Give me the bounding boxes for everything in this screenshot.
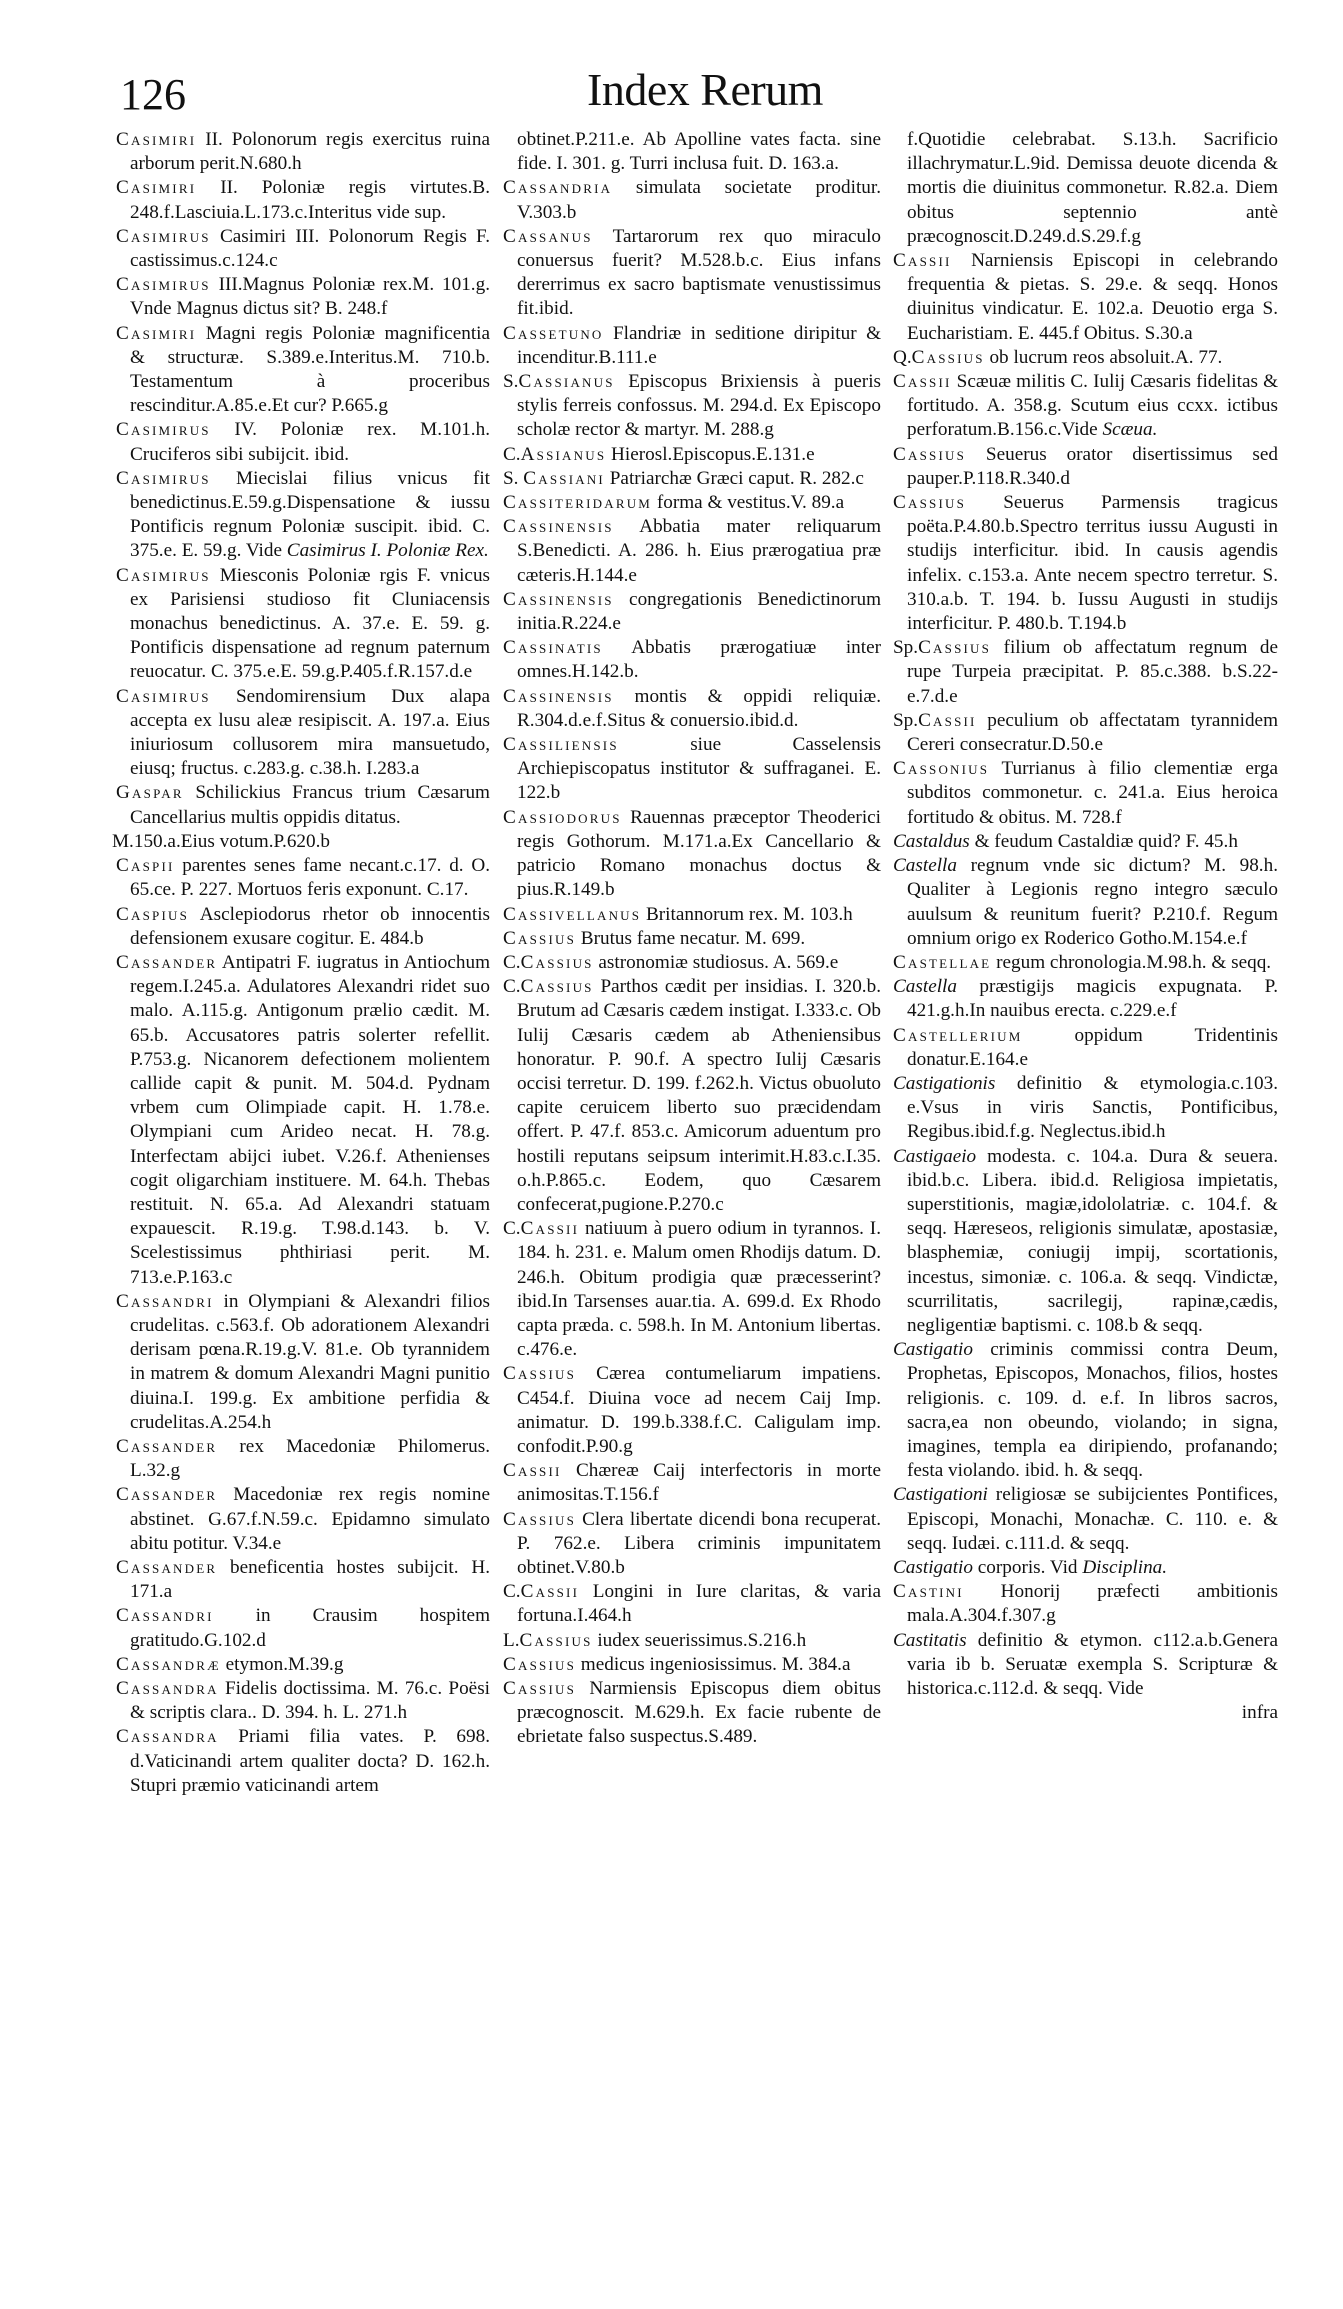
index-entry — [503, 515, 881, 588]
entry-text: regnum vnde sic dictum? M. 98.h. Qualiter à Legionis regno integro sæculo auulsum & reunitum fuerit? P.210.f. Regum omnium origo ex Roderico Gotho.M.154.e.f — [907, 855, 1278, 949]
entry-heading: Caspii — [116, 855, 175, 877]
entry-text: IV. Poloniæ rex. M.101.h. Cruciferos sibi subijcit. ibid. — [130, 419, 490, 465]
index-entry — [503, 975, 881, 1217]
page-number: 126 — [120, 70, 186, 119]
index-entry — [116, 1483, 490, 1556]
entry-heading: Cassinensis — [503, 588, 614, 610]
index-entry — [893, 854, 1278, 951]
index-entry — [893, 1580, 1278, 1628]
entry-text: religiosæ se subijcientes Pontifices, Episcopi, Monachi, Monachæ. C. 110. e. & seqq. Iudæi. c.111.d. & seqq. — [907, 1484, 1278, 1554]
index-entry — [116, 1290, 490, 1435]
index-entry — [893, 1629, 1278, 1702]
entry-heading: Casimiri — [116, 322, 197, 344]
entry-text: beneficentia hostes subijcit. H. 171.a — [130, 1556, 490, 1603]
entry-text: montis & oppidi reliquiæ. R.304.d.e.f.Situs & conuersio.ibid.d. — [517, 685, 881, 731]
entry-text: etymon.M.39.g — [220, 1653, 344, 1675]
index-entry — [503, 370, 881, 443]
entry-text: Clera libertate dicendi bona recuperat. P. 762.e. Libera criminis impunitatem obtinet.V.80.b — [517, 1508, 881, 1578]
index-entry — [893, 443, 1278, 491]
entry-prefix: S. — [503, 467, 524, 489]
index-entry — [893, 491, 1278, 636]
entry-heading: Cassius — [503, 1678, 576, 1699]
index-entry — [116, 225, 490, 273]
index-entry — [893, 249, 1278, 346]
index-entry — [503, 1459, 881, 1507]
entry-heading: Cassii — [520, 1218, 580, 1240]
entry-text: Tartarorum rex quo miraculo conuersus fuerit? M.528.b.c. Eius infans dererrimus ex sacro baptismate venustissimus fit.ibid. — [517, 225, 881, 320]
entry-heading: Castini — [893, 1581, 964, 1603]
entry-text: Britannorum rex. M. 103.h — [641, 903, 853, 925]
entry-text: Miecislai filius vnicus fit benedictinus.E.59.g.Dispensatione & iussu Pontificis regnum Poloniæ suscipit. ibid. C. 375.e. E. 59.g. Vide — [130, 467, 490, 562]
entry-text: Seuerus orator disertissimus sed pauper.P.118.R.340.d — [907, 443, 1278, 489]
entry-heading: Cassinensis — [503, 516, 614, 538]
entry-text: regum chronologia.M.98.h. & seqq. — [991, 951, 1272, 973]
entry-text: astronomiæ studiosus. A. 569.e — [593, 951, 839, 973]
entry-cross-reference: Casimirus I. Poloniæ Rex. — [286, 540, 489, 562]
entry-text: f.Quotidie celebrabat. S.13.h. Sacrificio illachrymatur.L.9id. Demissa deuote dicenda & mortis die diuinitus commonetur. R.82.a. Diem obitus septennio antè præcognoscit.D.249.d.S.29.f.g — [907, 129, 1278, 247]
index-entry — [503, 491, 881, 515]
entry-heading: Cassandra — [116, 1678, 219, 1699]
entry-heading: Castigatio — [893, 1556, 973, 1578]
entry-heading: Cassius — [503, 1653, 576, 1675]
entry-heading: Cassander — [116, 1435, 218, 1457]
index-entry — [893, 951, 1278, 975]
entry-heading: Cassiani — [523, 467, 605, 489]
entry-heading: Cassandria — [503, 177, 613, 199]
entry-heading: Cassii — [893, 371, 952, 393]
index-entry — [112, 830, 490, 854]
entry-text: Sendomirensium Dux alapa accepta ex lusu aleæ resipiscit. A. 197.a. Eius iniuriosum collusorem mira mansuetudo, eiusq; fructus. c.283.g. c.38.h. I.283.a — [130, 685, 490, 780]
entry-text: Flandriæ in seditione diripitur & incenditur.B.111.e — [517, 322, 881, 368]
entry-text: & feudum Castaldiæ quid? F. 45.h — [969, 830, 1238, 852]
index-entry — [503, 685, 881, 733]
entry-cross-reference: Disciplina. — [1082, 1556, 1168, 1578]
entry-text: Hierosl.Episcopus.E.131.e — [606, 443, 815, 465]
entry-text: Brutus fame necatur. M. 699. — [576, 927, 806, 949]
index-entry — [116, 128, 490, 176]
entry-heading: Cassii — [918, 709, 977, 731]
entry-text: Parthos cædit per insidias. I. 320.b. Brutum ad Cæsaris cædem instigat. I.333.c. Ob Iulij Cæsaris cædem ab Atheniensibus honoratur. P. 90.f. A spectro Iulij Cæsaris occisi terretur. D. 199. f.262.h. Victus obuoluto capite ceruicem liberto suo præcidendam offert. P. 47.f. 853.c. Amicorum aduentum pro hostili reputans seipsum interimit.H.83.c.I.35. o.h.P.865.c. Eodem, quo Cæsarem confecerat,pugione.P.270.c — [517, 976, 881, 1215]
entry-heading: Cassius — [520, 976, 594, 998]
entry-heading: Cassius — [911, 346, 985, 368]
index-column-middle — [503, 128, 881, 1750]
index-entry — [503, 1629, 881, 1653]
entry-text: Narniensis Episcopi in celebrando frequentia & pietas. S. 29.e. & seqq. Honos diuinitus vindicatur. E. 102.a. Deuotio erga S. Eucharistiam. E. 445.f Obitus. S.30.a — [907, 250, 1278, 344]
index-entry — [116, 176, 490, 224]
entry-heading: Casimirus — [116, 274, 211, 296]
catchword: infra — [1241, 1702, 1278, 1724]
entry-prefix: Sp. — [893, 637, 919, 659]
index-entry — [893, 975, 1278, 1023]
entry-heading: Assianus — [520, 443, 607, 465]
index-entry — [893, 1338, 1278, 1483]
entry-heading: Casimirus — [116, 225, 211, 247]
entry-text: Miesconis Poloniæ rgis F. vnicus ex Parisiensi studioso fit Cluniacensis monachus benedictinus. A. 37.e. E. 59. g. Pontificis dispensatione ad regnum paternum reuocatur. C. 375.e.E. 59.g.P.405.f.R.157.d.e — [130, 564, 490, 683]
index-entry — [116, 1725, 490, 1798]
entry-text: Narmiensis Episcopus diem obitus præcognoscit. M.629.h. Ex facie rubente de ebrietate falso suspectus.S.489. — [517, 1678, 881, 1748]
entry-heading: Cassetuno — [503, 322, 604, 344]
entry-text: Patriarchæ Græci caput. R. 282.c — [604, 467, 864, 489]
index-entry — [893, 1145, 1278, 1339]
entry-prefix: S. — [503, 371, 519, 393]
entry-heading: Casimirus — [116, 685, 211, 707]
entry-text: Longini in Iure claritas, & varia fortuna.I.464.h — [517, 1581, 881, 1627]
index-entry — [503, 636, 881, 684]
entry-text: Magni regis Poloniæ magnificentia & structuræ. S.389.e.Interitus.M. 710.b. Testamentum à proceribus rescinditur.A.85.e.Et cur? P.665.g — [130, 322, 490, 417]
entry-heading: Castaldus — [893, 830, 970, 852]
index-entry — [116, 564, 490, 685]
entry-heading: Cassii — [503, 1460, 562, 1482]
index-entry — [503, 1508, 881, 1581]
index-entry — [503, 1217, 881, 1362]
index-entry — [503, 128, 881, 176]
index-entry — [503, 1653, 881, 1677]
entry-heading: Castigationi — [893, 1484, 988, 1506]
index-entry — [503, 588, 881, 636]
entry-heading: Castellae — [893, 951, 992, 973]
entry-text: ob lucrum reos absoluit.A. 77. — [984, 346, 1223, 368]
entry-text: obtinet.P.211.e. Ab Apolline vates facta. sine fide. I. 301. g. Turri inclusa fuit. D. 163.a. — [517, 129, 881, 175]
entry-text: corporis. Vid — [972, 1556, 1083, 1578]
index-entry — [116, 854, 490, 902]
entry-text: Seuerus Parmensis tragicus poëta.P.4.80.b.Spectro territus iussu Augusti in studijs interficitur. ibid. In causis agendis infelix. c.153.a. Ante necem spectro terretur. S. 310.a.b. T. 194. b. Iussu Augusti in studijs interficitur. P. 480.b. T.194.b — [907, 492, 1278, 635]
entry-text: M.150.a.Eius votum.P.620.b — [112, 830, 331, 852]
entry-heading: Cassander — [116, 1484, 218, 1506]
index-entry — [893, 128, 1278, 249]
entry-text: Asclepiodorus rhetor ob innocentis defensionem exusare cogitur. E. 484.b — [130, 903, 490, 949]
index-entry — [503, 927, 881, 951]
entry-text: simulata societate proditur. V.303.b — [517, 177, 881, 223]
index-entry — [893, 830, 1278, 854]
entry-text: congregationis Benedictinorum initia.R.224.e — [517, 588, 881, 635]
index-entry — [503, 1362, 881, 1459]
entry-heading: Cassius — [893, 443, 966, 465]
entry-heading: Cassianus — [518, 371, 615, 393]
entry-heading: Cassinatis — [503, 637, 603, 659]
index-entry — [503, 806, 881, 903]
entry-text: Macedoniæ rex regis nomine abstinet. G.67.f.N.59.c. Epidamno simulato abitu potitur. V.34.e — [130, 1484, 490, 1554]
entry-text: Episcopus Brixiensis à pueris stylis ferreis confossus. M. 294.d. Ex Episcopo scholæ rector & martyr. M. 288.g — [517, 371, 881, 441]
entry-heading: Cassandri — [116, 1605, 214, 1627]
index-entry — [503, 443, 881, 467]
entry-heading: Cassius — [503, 1508, 576, 1530]
entry-text: Cærea contumeliarum impatiens. C454.f. Diuina voce ad necem Caij Imp. animatur. D. 199.b.338.f.C. Caligulam imp. confodit.P.90.g — [517, 1363, 881, 1457]
entry-heading: Castella — [893, 976, 957, 998]
index-entry — [116, 1653, 490, 1677]
entry-text: natiuum à puero odium in tyrannos. I. 184. h. 231. e. Malum omen Rhodijs datum. D. 246.h. Obitum prodigia quæ præcesserint? ibid.In Tarsenses auar.tia. A. 699.d. Ex Rhodo capta præda. c. 598.h. In M. Antonium libertas. c.476.e. — [517, 1218, 881, 1361]
entry-prefix: C. — [503, 976, 521, 998]
entry-heading: Casimiri — [116, 129, 197, 150]
entry-heading: Cassivellanus — [503, 903, 642, 925]
index-entry — [503, 1580, 881, 1628]
index-entry — [503, 1677, 881, 1750]
entry-text: Schilickius Francus trium Cæsarum Cancellarius multis oppidis ditatus. — [130, 782, 490, 828]
entry-heading: Cassander — [116, 1556, 218, 1578]
entry-heading: Cassinensis — [503, 685, 614, 707]
entry-text: Rauennas præceptor Theoderici regis Gothorum. M.171.a.Ex Cancellario & patricio Romano monachus doctus & pius.R.149.b — [517, 806, 881, 901]
index-entry — [116, 685, 490, 782]
entry-heading: Castigaeio — [893, 1145, 977, 1167]
index-entry — [893, 1072, 1278, 1145]
entry-text: præstigijs magicis expugnata. P. 421.g.h.In nauibus erecta. c.229.e.f — [907, 976, 1278, 1022]
entry-prefix: Q. — [893, 346, 912, 368]
entry-heading: Cassius — [520, 951, 594, 973]
entry-heading: Cassandræ — [116, 1653, 221, 1675]
entry-text: rex Macedoniæ Philomerus. L.32.g — [130, 1435, 490, 1482]
entry-heading: Caspius — [116, 903, 189, 925]
index-entry — [893, 757, 1278, 830]
index-entry — [116, 322, 490, 419]
entry-heading: Casimirus — [116, 419, 211, 441]
index-entry — [893, 1024, 1278, 1072]
entry-text: definitio & etymon. c112.a.b.Genera varia ib b. Seruatæ exempla S. Scripturæ & historica.c.112.d. & seqq. Vide — [907, 1629, 1278, 1699]
index-entry — [116, 951, 490, 1290]
index-entry — [503, 733, 881, 806]
entry-cross-reference: Scæua. — [1102, 419, 1158, 441]
index-entry — [116, 273, 490, 321]
entry-text: iudex seuerissimus.S.216.h — [592, 1629, 807, 1651]
index-entry — [503, 903, 881, 927]
index-entry — [116, 467, 490, 564]
entry-prefix: C. — [503, 443, 521, 465]
entry-heading: Cassius — [519, 1629, 593, 1651]
entry-heading: Casimirus — [116, 467, 211, 489]
entry-text: filium ob affectatum regnum de rupe Turpeia præcipitat. P. 85.c.388. b.S.22-e.7.d.e — [907, 637, 1278, 707]
entry-heading: Castellerium — [893, 1024, 1023, 1046]
entry-text: oppidum Tridentinis donatur.E.164.e — [907, 1024, 1278, 1070]
entry-heading: Cassius — [918, 637, 992, 659]
entry-text: II. Poloniæ regis virtutes.B. 248.f.Lasciuia.L.173.c.Interitus vide sup. — [130, 177, 490, 223]
entry-text: modesta. c. 104.a. Dura & seuera. ibid.b.c. Libera. ibid.d. Religiosa impietatis, superstitionis, magiæ,idololatriæ. c. 104.f. & seqq. Hæreseos, religionis simulatæ, apostasiæ, blasphemiæ, coniugij impij, scortationis, incestus, simoniæ. c. 106.a. & seqq. Vindictæ, scurrilitatis, sacrilegij, rapinæ,cædis, negligentiæ baptismi. c. 108.b & seqq. — [907, 1145, 1278, 1336]
index-entry — [893, 1483, 1278, 1556]
entry-heading: Cassander — [116, 951, 218, 973]
entry-prefix: C. — [503, 1581, 521, 1603]
entry-text: Priami filia vates. P. 698. d.Vaticinandi artem qualiter docta? D. 162.h. Stupri præmio vaticinandi artem — [130, 1726, 490, 1796]
entry-heading: Cassiliensis — [503, 734, 619, 756]
entry-heading: Cassius — [503, 927, 576, 949]
index-column-right — [893, 128, 1278, 1725]
entry-prefix: Sp. — [893, 709, 919, 731]
entry-heading: Cassonius — [893, 758, 990, 780]
entry-text: Honorij præfecti ambitionis mala.A.304.f.307.g — [907, 1581, 1278, 1627]
entry-text: Chæreæ Caij interfectoris in morte animositas.T.156.f — [517, 1460, 881, 1506]
entry-text: medicus ingeniosissimus. M. 384.a — [576, 1653, 851, 1675]
entry-text: in Olympiani & Alexandri filios crudelitas. c.563.f. Ob adorationem Alexandri derisam pœna.R.19.g.V. 81.e. Ob tyrannidem in matrem & domum Alexandri Magni punitio diuina.I. 199.g. Ex ambitione perfidia & crudelitas.A.254.h — [130, 1290, 490, 1433]
index-entry — [116, 1604, 490, 1652]
index-entry — [116, 418, 490, 466]
entry-text: siue Casselensis Archiepiscopatus institutor & suffraganei. E. 122.b — [517, 734, 881, 804]
index-column-left — [112, 128, 490, 1798]
entry-text: definitio & etymologia.c.103. e.Vsus in viris Sanctis, Pontificibus, Regibus.ibid.f.g. Neglectus.ibid.h — [907, 1072, 1278, 1143]
index-entry — [503, 951, 881, 975]
entry-text: Fidelis doctissima. M. 76.c. Poësi & scriptis clara.. D. 394. h. L. 271.h — [130, 1678, 490, 1724]
entry-heading: Castella — [893, 855, 957, 877]
entry-text: Abbatis prærogatiuæ inter omnes.H.142.b. — [517, 637, 881, 683]
index-entry — [116, 1556, 490, 1604]
entry-prefix: C. — [503, 951, 521, 973]
entry-heading: Castigatio — [893, 1339, 973, 1361]
index-entry — [503, 322, 881, 370]
entry-heading: Cassius — [893, 492, 966, 514]
entry-text: forma & vestitus.V. 89.a — [652, 492, 845, 514]
entry-heading: Cassii — [520, 1581, 580, 1603]
entry-text: peculium ob affectatam tyrannidem Cereri consecratur.D.50.e — [907, 709, 1278, 756]
entry-prefix: C. — [503, 1218, 521, 1240]
entry-text: Abbatia mater reliquarum S.Benedicti. A. 286. h. Eius prærogatiua præ cæteris.H.144.e — [517, 516, 881, 586]
entry-heading: Cassiodorus — [503, 806, 622, 828]
entry-heading: Gaspar — [116, 782, 184, 804]
entry-text: III.Magnus Poloniæ rex.M. 101.g. Vnde Magnus dictus sit? B. 248.f — [130, 274, 490, 320]
index-entry — [116, 781, 490, 829]
entry-text: criminis commissi contra Deum, Prophetas, Episcopos, Monachos, filios, hostes religionis. c. 109. d. e.f. In libros sacros, sacra,ea non obeundo, violando; in signa, imagines, templa ea diripiendo, profanando; festa violando. ibid. h. & seqq. — [907, 1339, 1278, 1482]
index-entry — [503, 467, 881, 491]
entry-heading: Casimirus — [116, 564, 211, 586]
entry-prefix: L. — [503, 1629, 520, 1651]
entry-heading: Casimiri — [116, 177, 197, 199]
index-entry — [893, 346, 1278, 370]
index-entry — [116, 1677, 490, 1725]
entry-heading: Cassandri — [116, 1290, 214, 1312]
index-entry — [503, 176, 881, 224]
index-entry — [893, 1556, 1278, 1580]
index-entry — [893, 370, 1278, 443]
index-entry — [116, 1435, 490, 1483]
entry-heading: Cassii — [893, 250, 952, 272]
entry-heading: Cassandra — [116, 1726, 219, 1748]
index-entry — [893, 636, 1278, 709]
entry-text: Antipatri F. iugratus in Antiochum regem.I.245.a. Adulatores Alexandri ridet suo malo. A.115.g. Antigonum prælio cædit. M. 65.b. Accusatores patris solerter refellit. P.753.g. Nicanorem defectionem molientem callide capit & punit. M. 504.d. Pydnam vrbem cum Olimpiade capit. H. 1.78.e. Olympiani cum Arideo necat. H. 78.g. Interfectam abijci iubet. V.26.f. Athenienses cogit oligarchiam instituere. M. 64.h. Thebas restituit. N. 65.a. Ad Alexandri statuam expauescit. R.19.g. T.98.d.143. b. V. Scelestissimus phthiriasi perit. M. 713.e.P.163.c — [130, 951, 490, 1288]
entry-text: II. Polonorum regis exercitus ruina arborum perit.N.680.h — [130, 129, 490, 175]
entry-heading: Castitatis — [893, 1629, 967, 1651]
index-entry — [116, 903, 490, 951]
index-entry — [503, 225, 881, 322]
entry-text: Scæuæ militis C. Iulij Cæsaris fidelitas & fortitudo. A. 358.g. Scutum eius ccxx. ictibus perforatum.B.156.c.Vide — [907, 371, 1278, 441]
entry-text: Turrianus à filio clementiæ erga subditos commonetur. c. 241.a. Eius heroica fortitudo & obitus. M. 728.f — [907, 758, 1278, 828]
entry-text: in Crausim hospitem gratitudo.G.102.d — [130, 1605, 490, 1651]
entry-heading: Cassanus — [503, 225, 593, 247]
index-entry — [893, 709, 1278, 757]
entry-text: parentes senes fame necant.c.17. d. O. 65.ce. P. 227. Mortuos feris exponunt. C.17. — [130, 855, 490, 901]
entry-heading: Cassius — [503, 1363, 576, 1385]
entry-heading: Cassiteridarum — [503, 492, 653, 514]
entry-heading: Castigationis — [893, 1072, 996, 1094]
running-title: Index Rerum — [587, 64, 823, 115]
entry-text: Casimiri III. Polonorum Regis F. castissimus.c.124.c — [130, 225, 490, 272]
